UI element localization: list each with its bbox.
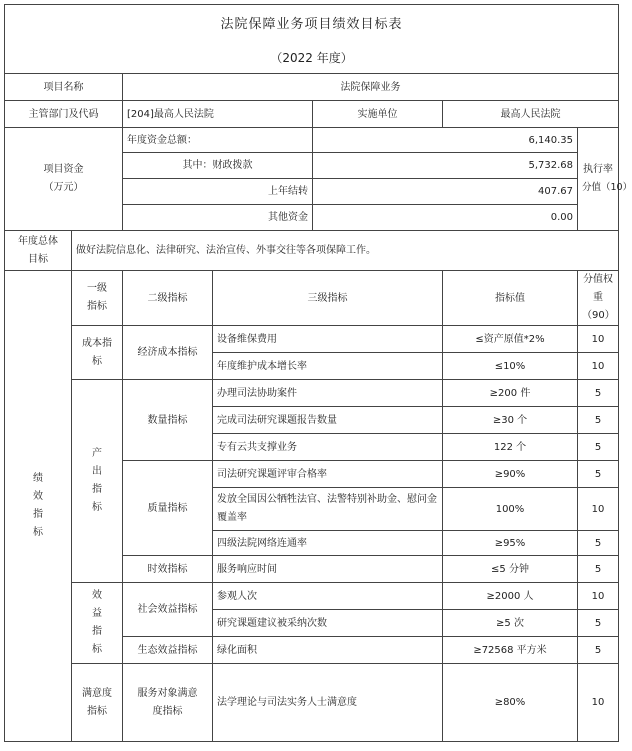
indicator-score: 10 <box>578 583 619 610</box>
perf-char: 指 <box>33 509 43 520</box>
indicator-score: 5 <box>578 610 619 637</box>
perf-char: 标 <box>33 527 43 538</box>
indicator-value: ≤10% <box>443 353 578 380</box>
indicator-score: 10 <box>578 664 619 742</box>
funds-carryover-label: 上年结转 <box>123 179 313 205</box>
output-group-char: 指 <box>92 484 102 495</box>
annual-goal-label-line1: 年度总体 <box>18 235 58 247</box>
cost-indicator-group <box>72 326 123 380</box>
dept-value: [204]最高人民法院 <box>123 101 313 128</box>
benefit-indicator-group <box>72 583 123 664</box>
impl-label: 实施单位 <box>313 101 443 128</box>
benefit-group-char: 益 <box>92 608 102 619</box>
exec-rate-line1: 执行率 <box>583 164 614 175</box>
indicator-value: ≥90% <box>443 461 578 488</box>
level1-header-line1: 一级 <box>87 283 107 294</box>
weight-header <box>578 271 619 326</box>
indicator-name: 设备维保费用 <box>213 326 443 353</box>
funds-fiscal-value: 5,732.68 <box>313 153 578 179</box>
funds-carryover-value: 407.67 <box>313 179 578 205</box>
indicator-value: 122 个 <box>443 434 578 461</box>
indicator-name: 完成司法研究课题报告数量 <box>213 407 443 434</box>
project-name-label: 项目名称 <box>5 74 123 101</box>
funds-label <box>5 128 123 231</box>
indicator-score: 10 <box>578 326 619 353</box>
funds-total-label: 年度资金总额： <box>123 128 313 153</box>
funds-label-line2: （万元） <box>43 182 84 193</box>
quantity-group: 数量指标 <box>123 380 213 461</box>
annual-goal-label <box>5 231 72 271</box>
service-satisfaction-group <box>123 664 213 742</box>
satisfaction-group-line2: 指标 <box>87 705 107 717</box>
indicator-name: 司法研究课题评审合格率 <box>213 461 443 488</box>
indicator-name: 服务响应时间 <box>213 556 443 583</box>
indicator-value: ≥72568 平方米 <box>443 637 578 664</box>
indicator-score: 5 <box>578 461 619 488</box>
funds-other-label: 其他资金 <box>123 205 313 231</box>
perf-indicators-label <box>5 271 72 742</box>
output-group-char: 标 <box>92 502 102 513</box>
indicator-score: 5 <box>578 407 619 434</box>
indicator-value: 100% <box>443 488 578 531</box>
funds-fiscal-label: 其中：财政拨款 <box>123 153 313 179</box>
level2-header: 二级指标 <box>123 271 213 326</box>
value-header: 指标值 <box>443 271 578 326</box>
indicator-value: ≥80% <box>443 664 578 742</box>
level3-header: 三级指标 <box>213 271 443 326</box>
project-name-value: 法院保障业务 <box>123 74 619 101</box>
weight-header-line1: 分值权重 <box>583 274 614 303</box>
benefit-group-char: 效 <box>92 590 102 601</box>
indicator-score: 5 <box>578 556 619 583</box>
dept-label: 主管部门及代码 <box>5 101 123 128</box>
social-benefit-group: 社会效益指标 <box>123 583 213 637</box>
output-group-char: 出 <box>92 466 102 477</box>
service-sat-line1: 服务对象满意 <box>137 687 198 699</box>
indicator-score: 5 <box>578 434 619 461</box>
level1-header <box>72 271 123 326</box>
indicator-value: ≥95% <box>443 531 578 556</box>
service-sat-line2: 度指标 <box>152 705 183 717</box>
indicator-value: ≤5 分钟 <box>443 556 578 583</box>
benefit-group-char: 标 <box>92 644 102 655</box>
satisfaction-indicator-group <box>72 664 123 742</box>
indicator-name: 四级法院网络连通率 <box>213 531 443 556</box>
indicator-name: 参观人次 <box>213 583 443 610</box>
perf-char: 效 <box>33 491 43 502</box>
output-group-char: 产 <box>92 448 102 459</box>
perf-char: 绩 <box>33 473 43 484</box>
indicator-value: ≥2000 人 <box>443 583 578 610</box>
quality-group: 质量指标 <box>123 461 213 556</box>
funds-label-line1: 项目资金 <box>43 164 84 175</box>
impl-value: 最高人民法院 <box>443 101 619 128</box>
indicator-value: ≥200 件 <box>443 380 578 407</box>
indicator-score: 5 <box>578 637 619 664</box>
indicator-name: 专有云共支撑业务 <box>213 434 443 461</box>
econ-cost-group: 经济成本指标 <box>123 326 213 380</box>
indicator-value: ≤资产原值*2% <box>443 326 578 353</box>
cost-group-line2: 标 <box>92 355 102 367</box>
performance-table <box>4 4 632 742</box>
exec-rate-cell <box>578 128 632 231</box>
indicator-score: 5 <box>578 531 619 556</box>
cost-group-line1: 成本指 <box>82 337 112 349</box>
indicator-name: 发放全国因公牺牲法官、法警特别补助金、慰问金覆盖率 <box>213 488 443 531</box>
funds-other-value: 0.00 <box>313 205 578 231</box>
indicator-name: 办理司法协助案件 <box>213 380 443 407</box>
funds-total-value: 6,140.35 <box>313 128 578 153</box>
indicator-score: 10 <box>578 488 619 531</box>
indicator-score: 5 <box>578 380 619 407</box>
indicator-value: ≥5 次 <box>443 610 578 637</box>
weight-header-line2: （90） <box>582 310 615 321</box>
timeliness-group: 时效指标 <box>123 556 213 583</box>
indicator-name: 法学理论与司法实务人士满意度 <box>213 664 443 742</box>
annual-goal-text: 做好法院信息化、法律研究、法治宣传、外事交往等各项保障工作。 <box>72 231 619 271</box>
satisfaction-group-line1: 满意度 <box>82 687 112 699</box>
indicator-score: 10 <box>578 353 619 380</box>
eco-benefit-group: 生态效益指标 <box>123 637 213 664</box>
level1-header-line2: 指标 <box>87 301 107 312</box>
exec-rate-line2: 分值（10） <box>582 182 632 193</box>
indicator-name: 年度维护成本增长率 <box>213 353 443 380</box>
annual-goal-label-line2: 目标 <box>28 253 48 265</box>
page-title: 法院保障业务项目绩效目标表 <box>5 5 619 45</box>
indicator-name: 研究课题建议被采纳次数 <box>213 610 443 637</box>
page-subtitle: （2022 年度） <box>5 45 619 74</box>
output-indicator-group <box>72 380 123 583</box>
indicator-value: ≥30 个 <box>443 407 578 434</box>
indicator-name: 绿化面积 <box>213 637 443 664</box>
benefit-group-char: 指 <box>92 626 102 637</box>
